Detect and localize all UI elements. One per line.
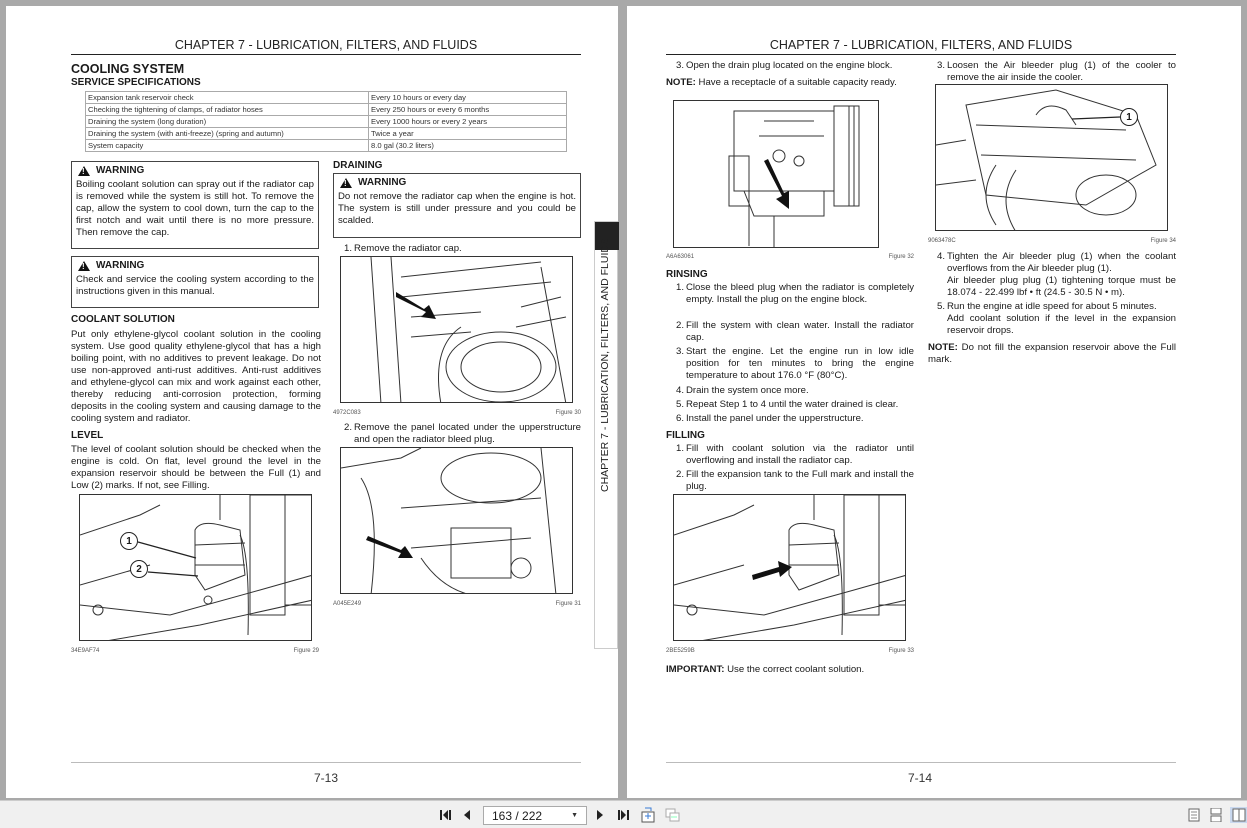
figure-30-caption [333, 410, 581, 416]
table-cell: Every 10 hours or every day [369, 92, 567, 104]
important-label: IMPORTANT: [666, 664, 725, 675]
warning-text: Check and service the cooling system according to the instructions given in this manual. [76, 274, 314, 297]
fit-page-icon [640, 807, 656, 823]
figure-label: Figure 30 [555, 410, 581, 416]
figure-34-caption [928, 238, 1176, 244]
figure-label: Figure 34 [1150, 238, 1176, 244]
fit-width-icon [664, 807, 680, 823]
step-number: 3. [676, 60, 685, 71]
step-text: Tighten the Air bleeder plug (1) when the coolant overflows from the Air bleeder plug (1). [947, 251, 1176, 274]
figure-code: 9063478C [928, 238, 956, 244]
footer-rule [71, 762, 581, 763]
step-text: Close the bleed plug when the radiator is completely empty. Install the plug on the engine block. [686, 282, 914, 305]
step-number: 5. [676, 399, 685, 410]
step-text: Fill the system with clean water. Install the radiator cap. [686, 320, 914, 343]
last-page-icon [616, 809, 630, 821]
note-label: NOTE: [928, 342, 958, 353]
prev-page-button[interactable] [461, 807, 473, 823]
callout-1: 1 [1120, 108, 1138, 126]
prev-page-icon [463, 809, 471, 821]
figure-32-image [673, 100, 879, 248]
step-number: 5. [937, 301, 946, 312]
table-row [86, 140, 567, 152]
table-row [86, 92, 567, 104]
note-text: Have a receptacle of a suitable capacity ready. [695, 77, 897, 88]
step-text: Run the engine at idle speed for about 5 minutes. [947, 301, 1157, 312]
left-page [6, 6, 618, 798]
draining-step-2 [344, 422, 581, 446]
step-text: Start the engine. Let the engine run in low idle position for ten minutes to bring the engine temperature to about 176.0 °F (80°C). [686, 346, 914, 381]
next-page-icon [596, 809, 604, 821]
step-number: 2. [344, 422, 353, 433]
step-text: Fill with coolant solution via the radiator until overflowing and install the radiator cap. [686, 443, 914, 466]
fit-page-button[interactable] [640, 807, 656, 823]
bleeder-step-5 [937, 301, 1176, 337]
single-page-view-icon [1188, 808, 1200, 822]
table-cell: Twice a year [369, 128, 567, 140]
last-page-button[interactable] [615, 807, 631, 823]
filling-step-2 [676, 469, 914, 493]
coolant-heading: COOLANT SOLUTION [71, 314, 175, 325]
figure-33-caption [666, 648, 914, 654]
callout-leader-line [1072, 114, 1122, 124]
footer-rule [666, 762, 1176, 763]
bleeder-step-4 [937, 251, 1176, 299]
table-cell: Every 1000 hours or every 2 years [369, 116, 567, 128]
right-page [627, 6, 1241, 798]
page-number-input[interactable] [483, 806, 587, 825]
draining-step-1 [344, 243, 581, 255]
section-title: COOLING SYSTEM [71, 62, 185, 76]
figure-29-caption [71, 648, 319, 654]
table-cell: 8.0 gal (30.2 liters) [369, 140, 567, 152]
figure-label: Figure 31 [555, 601, 581, 607]
figure-code: 4972C083 [333, 410, 361, 416]
step-text: Repeat Step 1 to 4 until the water drained is clear. [686, 399, 899, 410]
step-number: 4. [676, 385, 685, 396]
warning-icon [78, 166, 90, 176]
warning-box [333, 173, 581, 238]
step-number: 4. [937, 251, 946, 262]
continuous-view-button[interactable] [1209, 807, 1223, 823]
table-cell: Every 250 hours or every 6 months [369, 104, 567, 116]
note-text: Do not fill the expansion reservoir above the Full mark. [928, 342, 1176, 365]
torque-spec-text: Air bleeder plug plug (1) tightening torque must be 18.074 - 22.499 lbf • ft (24.5 - 30.5 N • m). [947, 275, 1176, 298]
single-page-view-button[interactable] [1187, 807, 1201, 823]
warning-text: Do not remove the radiator cap when the engine is hot. The system is still under pressure and you could be scalded. [338, 191, 576, 226]
draining-heading: DRAINING [333, 160, 383, 171]
table-cell: Draining the system (long duration) [86, 116, 369, 128]
figure-33-image [673, 494, 906, 641]
continuous-view-icon [1210, 808, 1222, 822]
chapter-thumb-tab [594, 221, 618, 649]
note-receptacle [666, 77, 916, 89]
header-rule [666, 54, 1176, 55]
rinsing-step-1 [676, 282, 914, 306]
step-number: 2. [676, 469, 685, 480]
draining-step-3 [676, 60, 916, 72]
section-subtitle: SERVICE SPECIFICATIONS [71, 77, 201, 88]
figure-31-caption [333, 601, 581, 607]
figure-label: Figure 32 [888, 254, 914, 260]
warning-icon [340, 178, 352, 188]
step-number: 3. [676, 346, 685, 357]
warning-title: WARNING [358, 177, 407, 188]
page-number: 7-13 [313, 771, 339, 785]
level-text: The level of coolant solution should be checked when the engine is cold. On flat, level ground the level in the expansion reservoir should be between the Full (1) and Low (2) marks. If not, see Filling. [71, 444, 321, 491]
navigation-toolbar [0, 800, 1247, 828]
table-row [86, 116, 567, 128]
callout-leader-lines [136, 540, 206, 580]
page-indicator-text: 163 / 222 [492, 808, 543, 823]
figure-code: A045E249 [333, 601, 362, 607]
step-number: 2. [676, 320, 685, 331]
table-cell: Expansion tank reservoir check [86, 92, 369, 104]
note-label: NOTE: [666, 77, 696, 88]
step-number: 1. [676, 443, 685, 454]
running-head: CHAPTER 7 - LUBRICATION, FILTERS, AND FLUIDS [174, 38, 478, 52]
important-text: Use the correct coolant solution. [724, 664, 865, 675]
warning-icon [78, 261, 90, 271]
header-rule [71, 54, 581, 55]
important-note [666, 664, 926, 676]
first-page-button[interactable] [438, 807, 454, 823]
table-cell: System capacity [86, 140, 369, 152]
step-number: 3. [937, 60, 946, 71]
warning-box [71, 256, 319, 308]
table-row [86, 128, 567, 140]
figure-32-caption [666, 254, 914, 260]
step-number: 1. [344, 243, 353, 254]
spec-table [85, 91, 567, 152]
figure-34-image [935, 84, 1168, 231]
page-number: 7-14 [907, 771, 933, 785]
figure-30-image [340, 256, 573, 403]
warning-title: WARNING [96, 260, 145, 271]
figure-code: A6A63061 [666, 254, 695, 260]
step-text: Remove the panel located under the upperstructure and open the radiator bleed plug. [354, 422, 581, 445]
warning-box [71, 161, 319, 249]
step-extra-text: Add coolant solution if the level in the expansion reservoir drops. [947, 313, 1176, 336]
step-text: Drain the system once more. [686, 385, 809, 396]
figure-31-image [340, 447, 573, 594]
facing-pages-view-icon [1232, 808, 1246, 822]
callout-1: 1 [120, 532, 138, 550]
filling-step-1 [676, 443, 914, 467]
rinsing-heading: RINSING [666, 269, 708, 280]
step-text: Install the panel under the upperstructure. [686, 413, 864, 424]
step-text: Open the drain plug located on the engine block. [686, 60, 893, 71]
next-page-button[interactable] [594, 807, 606, 823]
running-head: CHAPTER 7 - LUBRICATION, FILTERS, AND FLUIDS [769, 38, 1073, 52]
rinsing-step-6 [676, 413, 914, 425]
filling-heading: FILLING [666, 430, 705, 441]
note-full-mark [928, 342, 1176, 366]
figure-label: Figure 33 [888, 648, 914, 654]
figure-code: 2BE5259B [666, 648, 695, 654]
figure-code: 34E9AF74 [71, 648, 100, 654]
facing-pages-view-button[interactable] [1230, 807, 1247, 823]
coolant-text: Put only ethylene-glycol coolant solution in the cooling system. Use good quality ethylene-glycol that has a high boiling point, with no additives to prevent leakage. Do not use non-approved anti-rust additives. Anti-rust additives and ethylene-glycol can mix and work against each other, thereby reducing anti-corrosion protection, forming deposits in the cooling system and causing damage to the cooling system and radiator. [71, 329, 321, 424]
dropdown-arrow-icon[interactable]: ▼ [571, 812, 578, 819]
rinsing-step-3 [676, 346, 914, 382]
warning-title: WARNING [96, 165, 145, 176]
step-text: Loosen the Air bleeder plug (1) of the cooler to remove the air inside the cooler. [947, 60, 1176, 83]
level-heading: LEVEL [71, 430, 104, 441]
figure-label: Figure 29 [293, 648, 319, 654]
thumb-tab-text: CHAPTER 7 - LUBRICATION, FILTERS, AND FLUIDS [599, 238, 611, 492]
step-number: 1. [676, 282, 685, 293]
step-text: Remove the radiator cap. [354, 243, 462, 254]
rinsing-step-4 [676, 385, 914, 397]
rinsing-step-2 [676, 320, 914, 344]
first-page-icon [439, 809, 453, 821]
step-text: Fill the expansion tank to the Full mark and install the plug. [686, 469, 914, 492]
fit-width-button[interactable] [664, 807, 680, 823]
rinsing-step-5 [676, 399, 914, 411]
bleeder-step-3 [937, 60, 1176, 84]
table-cell: Checking the tightening of clamps, of radiator hoses [86, 104, 369, 116]
table-row [86, 104, 567, 116]
warning-text: Boiling coolant solution can spray out if the radiator cap is removed while the system is still hot. To remove the cap, allow the system to cool down, turn the cap to the first notch and wait until there is no more pressure. Then remove the cap. [76, 179, 314, 238]
table-cell: Draining the system (with anti-freeze) (spring and autumn) [86, 128, 369, 140]
step-number: 6. [676, 413, 685, 424]
callout-2: 2 [130, 560, 148, 578]
